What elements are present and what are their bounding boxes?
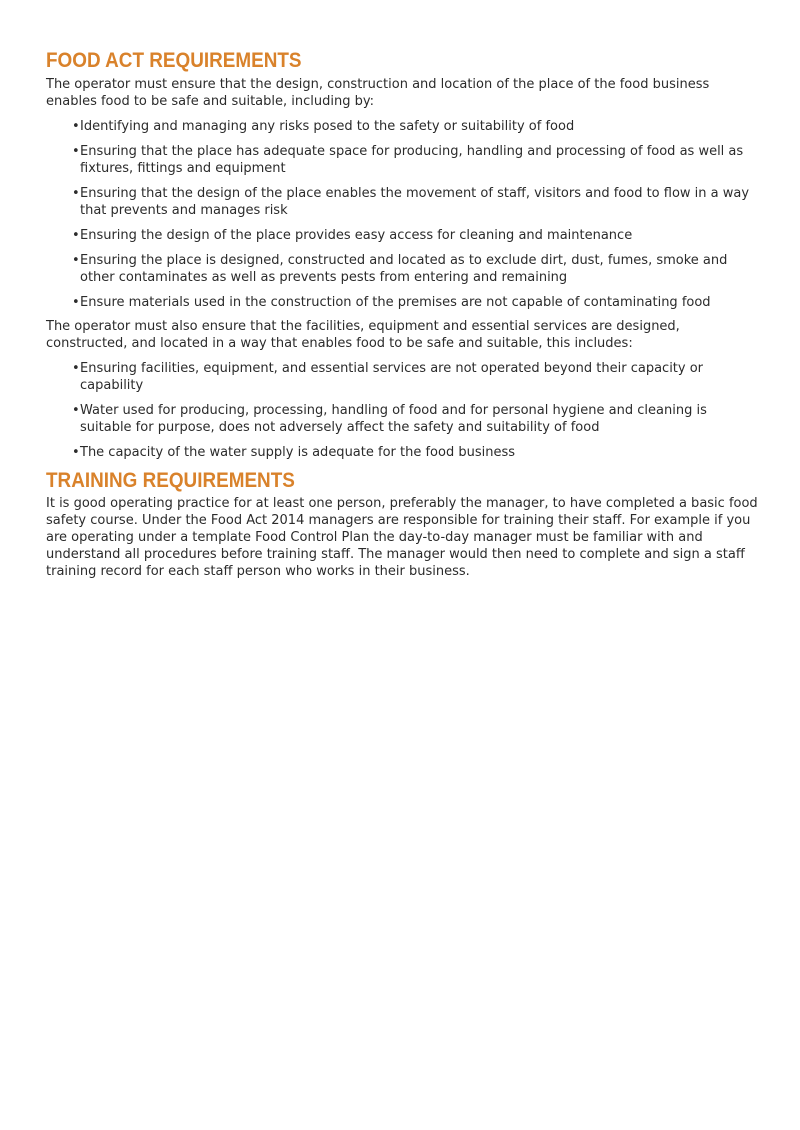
bullet-icon: •: [72, 295, 80, 310]
facilities-requirements-list: [46, 360, 758, 461]
list-item: • The capacity of the water supply is adequate for the food business: [72, 445, 515, 460]
bullet-icon: •: [72, 361, 80, 376]
list-item: • Ensuring the place is designed, constructed and located as to exclude dirt, dust, fumes, smoke and other contaminates as well as prevents pests from entering and remaining: [72, 253, 728, 285]
list-item: • Ensure materials used in the construction of the premises are not capable of contaminating food: [72, 295, 711, 310]
food-act-intro: The operator must ensure that the design, construction and location of the place of the food business enables food to be safe and suitable, including by:: [46, 77, 710, 109]
bullet-icon: •: [72, 119, 80, 134]
food-act-requirements-list: [46, 118, 758, 311]
list-item: • Ensuring facilities, equipment, and essential services are not operated beyond their capacity or capability: [72, 361, 704, 393]
bullet-icon: •: [72, 186, 80, 201]
bullet-icon: •: [72, 403, 80, 418]
list-item: • Ensuring that the design of the place enables the movement of staff, visitors and food to flow in a way that prevents and manages risk: [72, 186, 750, 218]
bullet-icon: •: [72, 253, 80, 268]
bullet-icon: •: [72, 445, 80, 460]
facilities-intro: The operator must also ensure that the facilities, equipment and essential services are designed, constructed, and located in a way that enables food to be safe and suitable, this includes:: [46, 319, 680, 351]
list-item: • Water used for producing, processing, handling of food and for personal hygiene and cleaning is suitable for purpose, does not adversely affect the safety and suitability of food: [72, 403, 707, 435]
bullet-icon: •: [72, 228, 80, 243]
list-item: • Ensuring that the place has adequate space for producing, handling and processing of food as well as fixtures, fittings and equipment: [72, 144, 744, 176]
list-item: • Identifying and managing any risks posed to the safety or suitability of food: [72, 119, 575, 134]
food-act-requirements-heading: FOOD ACT REQUIREMENTS: [46, 49, 302, 72]
bullet-icon: •: [72, 144, 80, 159]
document-page: [46, 48, 758, 580]
list-item: • Ensuring the design of the place provides easy access for cleaning and maintenance: [72, 228, 633, 243]
training-requirements-body: It is good operating practice for at least one person, preferably the manager, to have completed a basic food safety course. Under the Food Act 2014 managers are responsible for training their staff. For example if you are operating under a template Food Control Plan the day-to-day manager must be familiar with and understand all procedures before training staff. The manager would then need to complete and sign a staff training record for each staff person who works in their business.: [46, 496, 758, 579]
training-requirements-heading: TRAINING REQUIREMENTS: [46, 469, 295, 492]
